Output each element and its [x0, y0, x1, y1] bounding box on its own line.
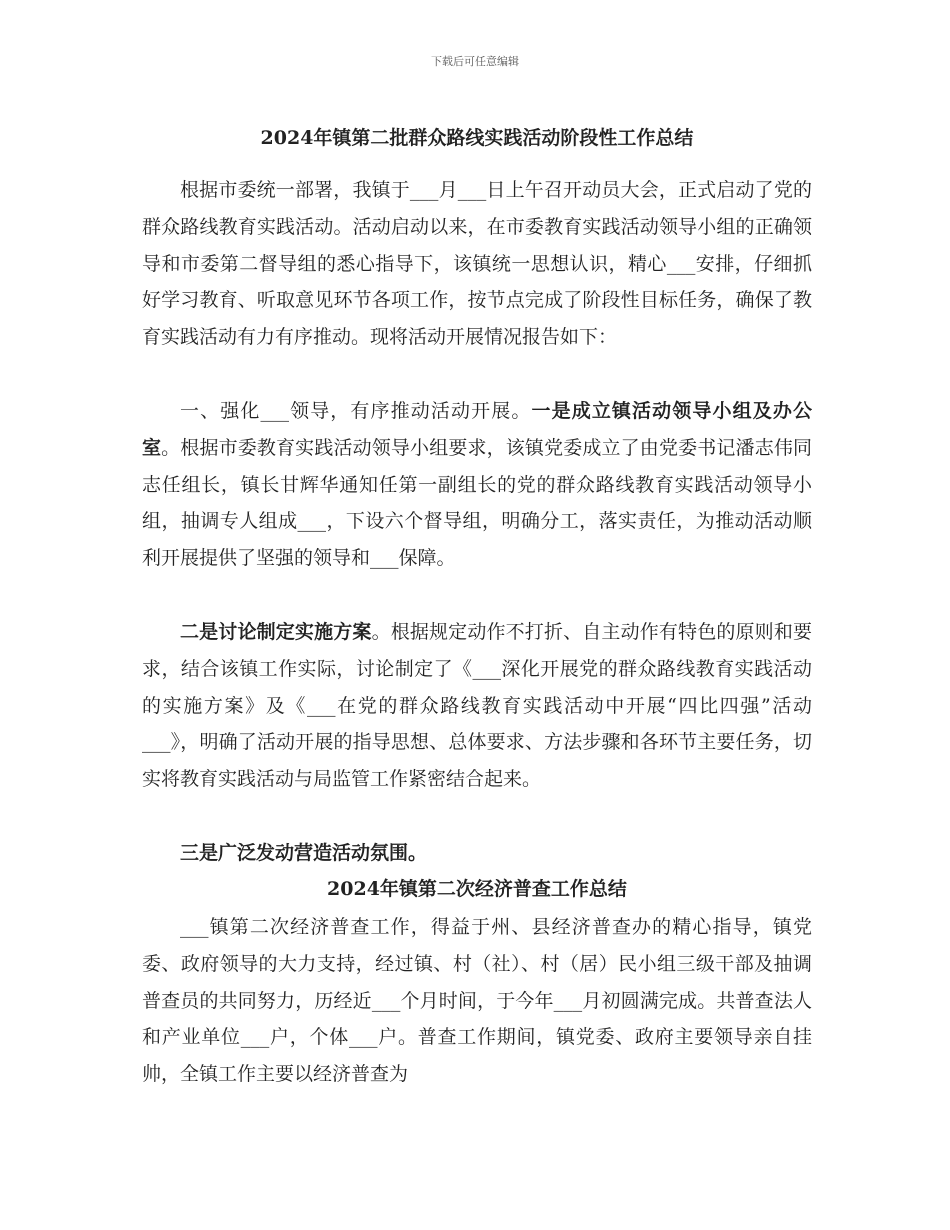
- bold-point-2: 二是讨论制定实施方案: [180, 621, 372, 643]
- page-header: 下载后可任意编辑: [431, 55, 519, 68]
- point-2-text: 。根据规定动作不打折、自主动作有特色的原则和要求，结合该镇工作实际，讨论制定了《___深化开展党的群众路线教育实践活动的实施方案》及《___在党的群众路线教育实践活动中开展“四比四强”活动___》，明确了活动开展的指导思想、总体要求、方法步骤和各环节主要任务，切实将教育实践活动与局监管工作紧密结合起来。: [142, 621, 812, 791]
- section-heading: 一、强化___领导，有序推动活动开展。: [180, 400, 532, 422]
- paragraph-intro: 根据市委统一部署，我镇于___月___日上午召开动员大会，正式启动了党的群众路线教育实践活动。活动启动以来，在市委教育实践活动领导小组的正确领导和市委第二督导组的悉心指导下，该镇统一思想认识，精心___安排，仔细抓好学习教育、听取意见环节各项工作，按节点完成了阶段性目标任务，确保了教育实践活动有力有序推动。现将活动开展情况报告如下：: [142, 179, 812, 349]
- paragraph-census: ___镇第二次经济普查工作，得益于州、县经济普查办的精心指导，镇党委、政府领导的大力支持，经过镇、村（社）、村（居）民小组三级干部及抽调普查员的共同努力，历经近___个月时间，于今年___月初圆满完成。共普查法人和产业单位___户，个体___户。普查工作期间，镇党委、政府主要领导亲自挂帅，全镇工作主要以经济普查为: [142, 916, 812, 1086]
- bold-point-3: 三是广泛发动营造活动氛围。: [180, 842, 428, 864]
- paragraph-section-1: [142, 393, 812, 577]
- bold-point-1: 一是成立镇活动领导小组及办公室: [142, 400, 812, 459]
- document-title: 2024年镇第二批群众路线实践活动阶段性工作总结: [260, 127, 694, 149]
- paragraph-point-2: [142, 614, 812, 798]
- point-1-text: 。根据市委教育实践活动领导小组要求，该镇党委成立了由党委书记潘志伟同志任组长，镇长甘辉华通知任第一副组长的党的群众路线教育实践活动领导小组，抽调专人组成___，下设六个督导组，明确分工，落实责任，为推动活动顺利开展提供了坚强的领导和___保障。: [142, 436, 812, 570]
- document-title-2: 2024年镇第二次经济普查工作总结: [327, 878, 627, 900]
